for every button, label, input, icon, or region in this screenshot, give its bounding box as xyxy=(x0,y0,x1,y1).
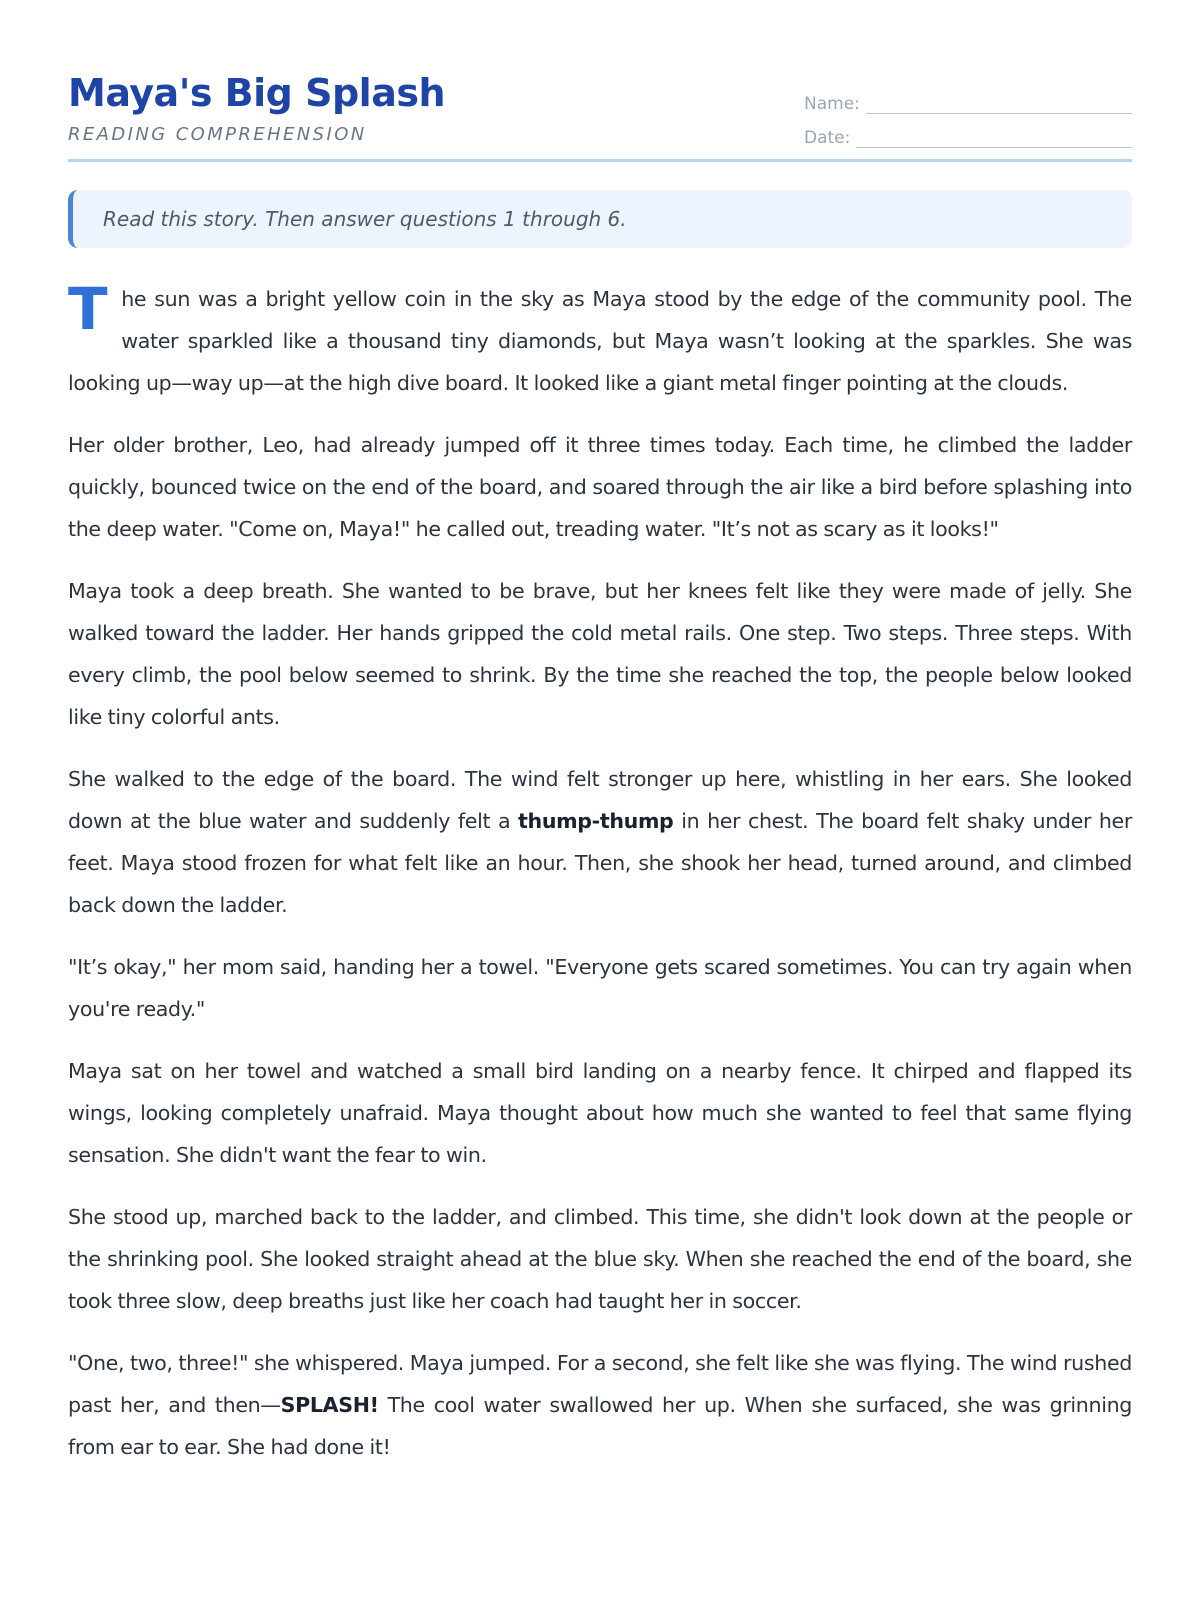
name-blank-line[interactable] xyxy=(866,95,1132,114)
name-label: Name: xyxy=(804,94,860,114)
student-info-fields xyxy=(804,88,1132,156)
story-paragraph-2: Her older brother, Leo, had already jumped off it three times today. Each time, he climbed the ladder quickly, bounced twice on the end of the board, and soared through the air like a bird before splashing into the deep water. "Come on, Maya!" he called out, treading water. "It’s not as scary as it looks!" xyxy=(68,433,1132,541)
date-blank-line[interactable] xyxy=(856,129,1132,148)
drop-cap: T xyxy=(68,275,108,343)
date-field[interactable] xyxy=(804,122,1132,148)
emphasis-thump-thump: thump-thump xyxy=(518,809,674,833)
story-paragraph-6: Maya sat on her towel and watched a small bird landing on a nearby fence. It chirped and flapped its wings, looking completely unafraid. Maya thought about how much she wanted to feel that same flying sensation. She didn't want the fear to win. xyxy=(68,1059,1132,1167)
paragraph-8-text-after: The cool water swallowed her up. When she surfaced, she was grinning from ear to ear. She had done it! xyxy=(68,1393,1133,1459)
story-paragraph-7: She stood up, marched back to the ladder, and climbed. This time, she didn't look down at the people or the shrinking pool. She looked straight ahead at the blue sky. When she reached the end of the board, she took three slow, deep breaths just like her coach had taught her in soccer. xyxy=(68,1205,1132,1313)
page-title: Maya's Big Splash xyxy=(68,71,446,115)
story-paragraph-1 xyxy=(68,275,1132,404)
date-label: Date: xyxy=(804,128,851,148)
worksheet-header xyxy=(68,68,1132,162)
instructions-text: Read this story. Then answer questions 1 through 6. xyxy=(103,207,627,231)
instructions-box xyxy=(68,190,1132,248)
story-paragraph-3: Maya took a deep breath. She wanted to be brave, but her knees felt like they were made of jelly. She walked toward the ladder. Her hands gripped the cold metal rails. One step. Two steps. Three steps. With every climb, the pool below seemed to shrink. By the time she reached the top, the people below looked like tiny colorful ants. xyxy=(68,579,1132,729)
story-body xyxy=(68,275,1133,1468)
paragraph-1-text: he sun was a bright yellow coin in the sky as Maya stood by the edge of the community pool. The water sparkled like a thousand tiny diamonds, but Maya wasn’t looking at the sparkles. She was looking up—way up—at the high dive board. It looked like a giant metal finger pointing at the clouds. xyxy=(68,287,1132,395)
name-field[interactable] xyxy=(804,88,1132,114)
page-subtitle: READING COMPREHENSION xyxy=(68,124,367,145)
story-paragraph-4 xyxy=(68,758,1132,926)
story-paragraph-8 xyxy=(68,1342,1132,1468)
paragraph-4-text-after: in her chest. The board felt shaky under her feet. Maya stood frozen for what felt like an hour. Then, she shook her head, turned around, and climbed back down the ladder. xyxy=(68,809,1132,917)
emphasis-splash: SPLASH! xyxy=(280,1393,379,1417)
story-paragraph-5: "It’s okay," her mom said, handing her a towel. "Everyone gets scared sometimes. You can try again when you're ready." xyxy=(68,955,1132,1021)
paragraph-8-text-before: "One, two, three!" she whispered. Maya jumped. For a second, she felt like she was flying. The wind rushed past her, and then— xyxy=(68,1351,1132,1417)
paragraph-4-text-before: She walked to the edge of the board. The wind felt stronger up here, whistling in her ears. She looked down at the blue water and suddenly felt a xyxy=(68,767,1132,833)
